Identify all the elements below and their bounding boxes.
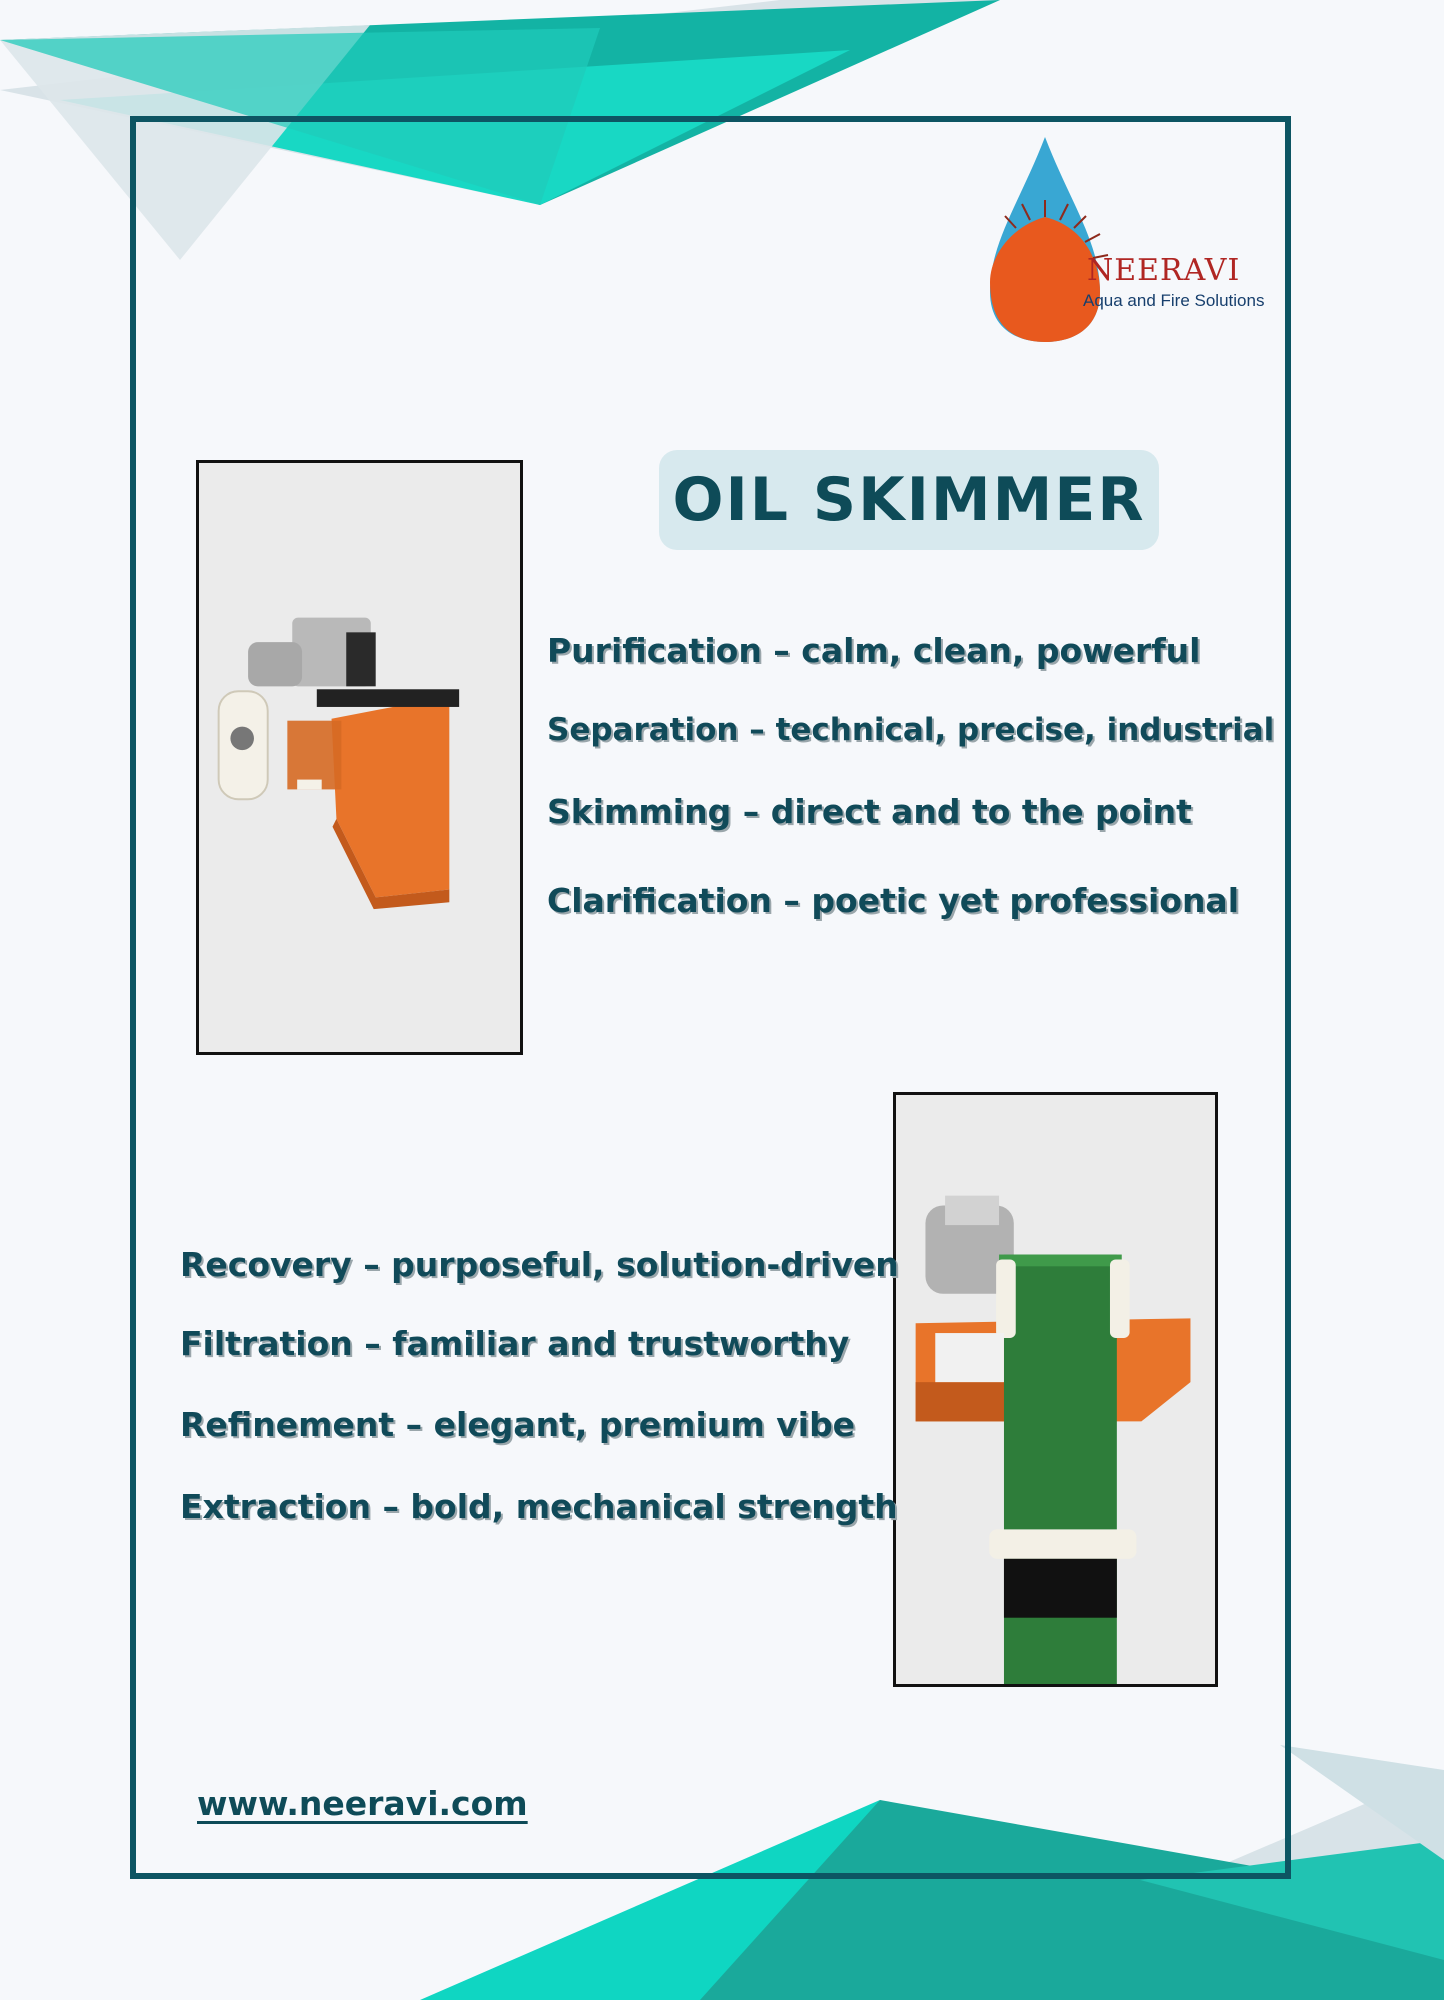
page-title: OIL SKIMMER <box>672 465 1146 535</box>
feature-item: Recovery – purposeful, solution-driven <box>180 1245 899 1284</box>
feature-item: Extraction – bold, mechanical strength <box>180 1487 898 1526</box>
feature-item: Separation – technical, precise, industrial <box>547 712 1275 748</box>
feature-item: Purification – calm, clean, powerful <box>547 631 1201 670</box>
title-badge <box>659 450 1159 550</box>
feature-item: Clarification – poetic yet professional <box>547 881 1240 920</box>
website-link[interactable]: www.neeravi.com <box>197 1784 528 1823</box>
product-photo-skimmer-1 <box>196 460 523 1055</box>
feature-item: Filtration – familiar and trustworthy <box>180 1324 850 1363</box>
brand-name: NEERAVI <box>1087 253 1241 288</box>
brand-tagline: Aqua and Fire Solutions <box>1083 291 1265 310</box>
oil-skimmer-image-icon <box>199 463 520 1052</box>
feature-item: Skimming – direct and to the point <box>547 792 1192 831</box>
feature-item: Refinement – elegant, premium vibe <box>180 1405 856 1444</box>
belt-skimmer-image-icon <box>896 1095 1215 1684</box>
product-photo-skimmer-2 <box>893 1092 1218 1687</box>
